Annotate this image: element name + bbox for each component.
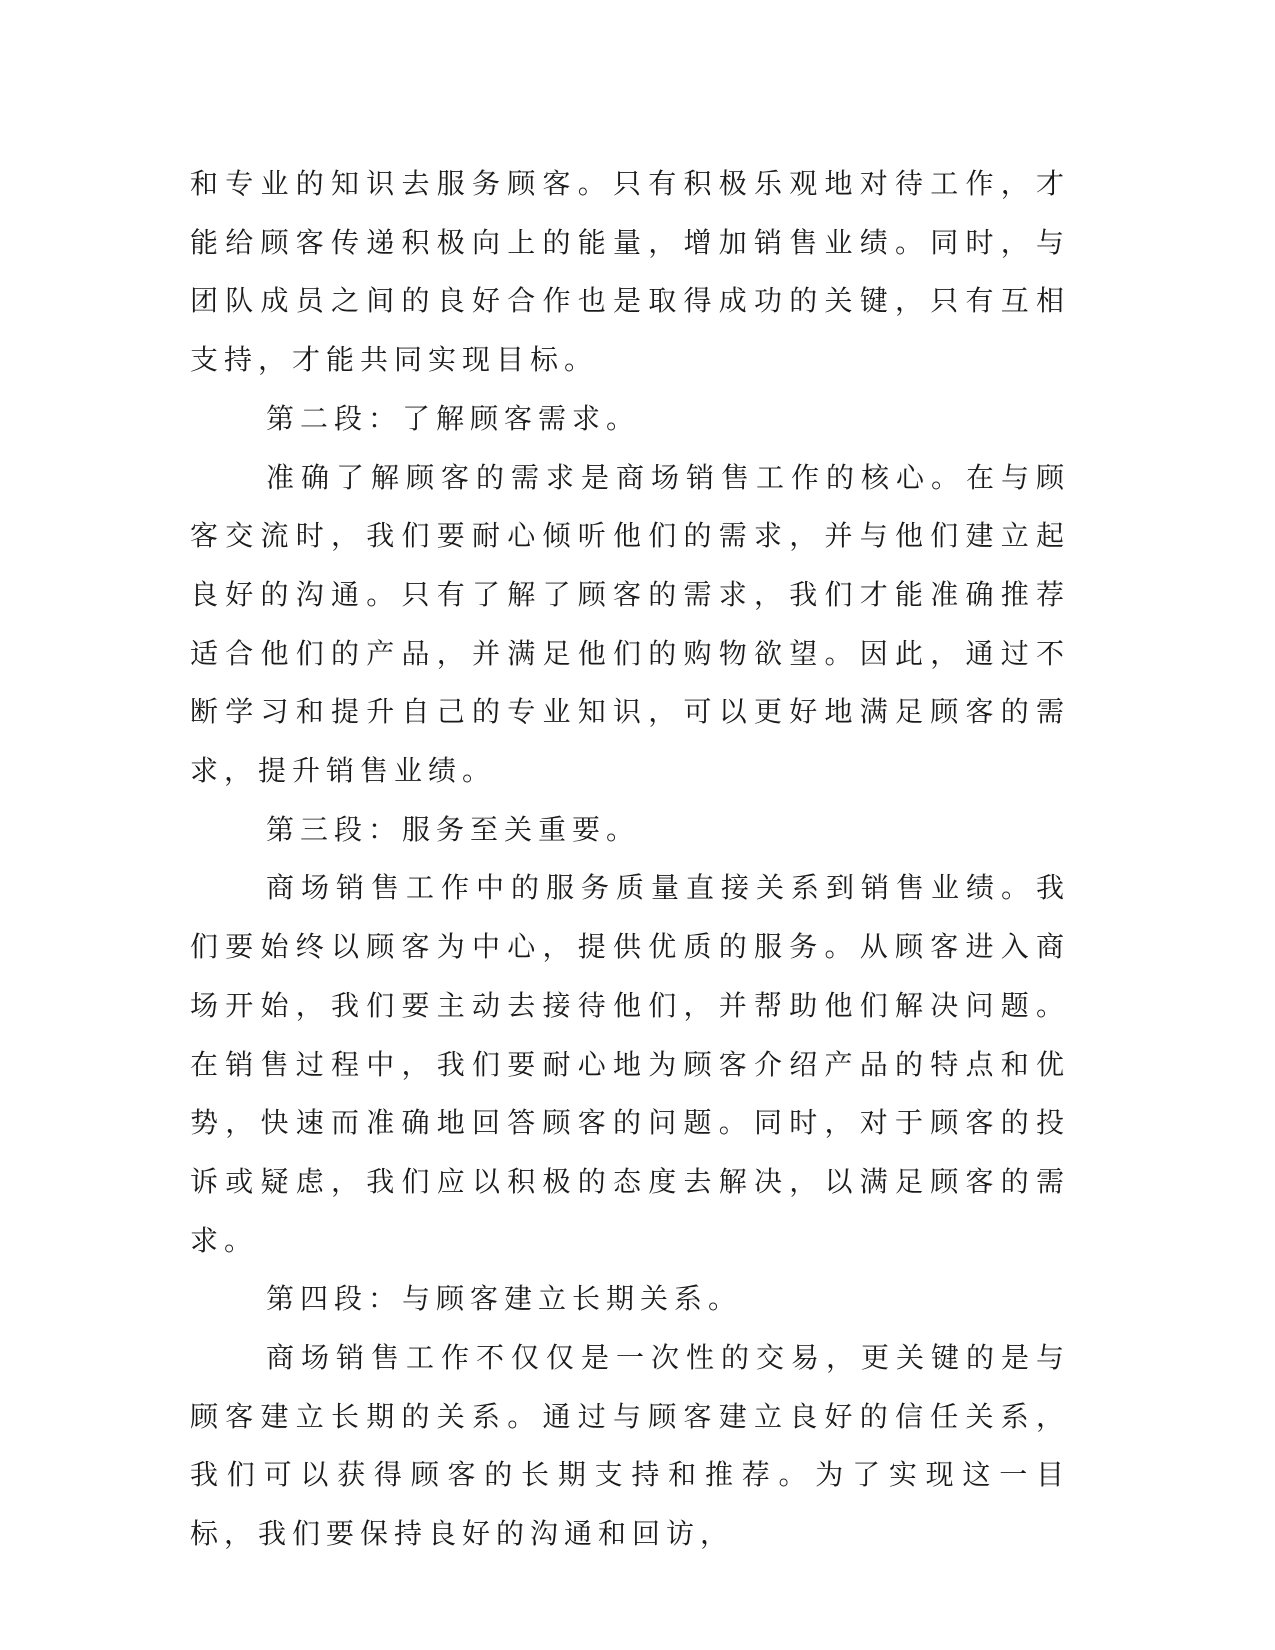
paragraph-body-2: 准确了解顾客的需求是商场销售工作的核心。在与顾客交流时，我们要耐心倾听他们的需求，并与他们建立起良好的沟通。只有了解了顾客的需求，我们才能准确推荐适合他们的产品，并满足他们的购物欲望。因此，通过不断学习和提升自己的专业知识，可以更好地满足顾客的需求，提升销售业绩。 bbox=[190, 460, 1070, 788]
section-heading-2: 第二段：了解顾客需求。 bbox=[266, 401, 641, 435]
paragraph-body-4: 商场销售工作不仅仅是一次性的交易，更关键的是与顾客建立长期的关系。通过与顾客建立良好的信任关系，我们可以获得顾客的长期支持和推荐。为了实现这一目标，我们要保持良好的沟通和回访， bbox=[190, 1341, 1070, 1551]
paragraph-body-1: 和专业的知识去服务顾客。只有积极乐观地对待工作，才能给顾客传递积极向上的能量，增加销售业绩。同时，与团队成员之间的良好合作也是取得成功的关键，只有互相支持，才能共同实现目标。 bbox=[190, 167, 1070, 377]
section-heading-4: 第四段：与顾客建立长期关系。 bbox=[266, 1282, 743, 1316]
section-heading-3: 第三段：服务至关重要。 bbox=[266, 812, 641, 846]
paragraph-body-3: 商场销售工作中的服务质量直接关系到销售业绩。我们要始终以顾客为中心，提供优质的服务。从顾客进入商场开始，我们要主动去接待他们，并帮助他们解决问题。在销售过程中，我们要耐心地为顾客介绍产品的特点和优势，快速而准确地回答顾客的问题。同时，对于顾客的投诉或疑虑，我们应以积极的态度去解决，以满足顾客的需求。 bbox=[190, 871, 1070, 1257]
document-body bbox=[190, 155, 1070, 1564]
